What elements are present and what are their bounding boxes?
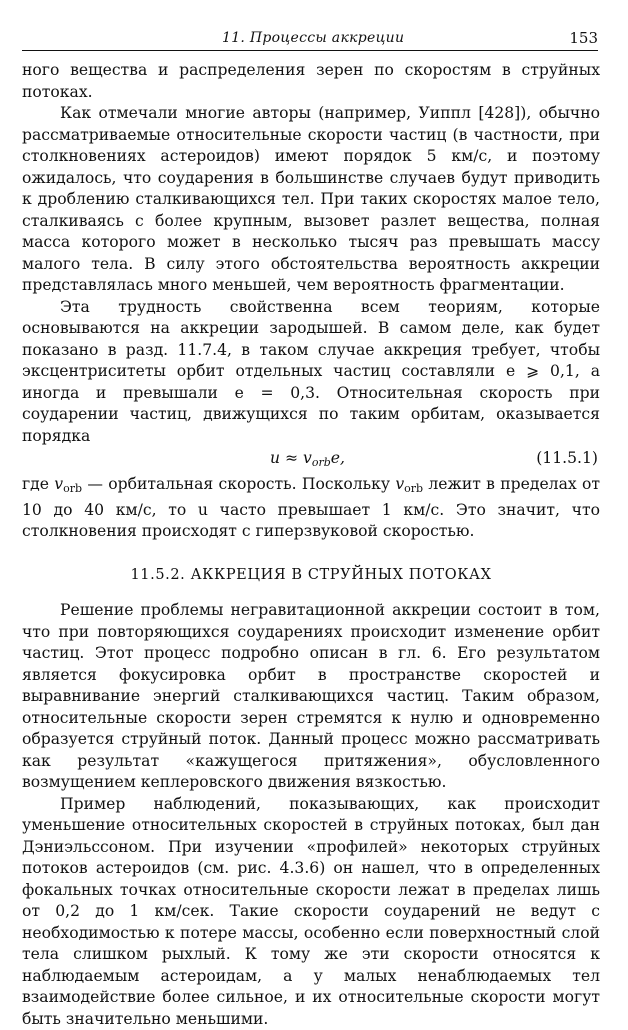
page-body — [22, 60, 600, 1030]
running-header — [22, 28, 598, 51]
paragraph-difficulty: Эта трудность свойственна всем теориям, которые основываются на аккреции зародышей. В самом деле, как будет показано в разд. 11.7.4, в таком случае аккреция требует, чтобы эксцентриситеты орбит отдельных частиц составляли e ⩾ 0,1, а иногда и превышали e = 0,3. Относительная скорость при соударении частиц, движущихся по таким орбитам, оказывается порядка — [22, 297, 600, 448]
equation-subscript: orb — [312, 456, 331, 469]
paragraph-example: Пример наблюдений, показывающих, как происходит уменьшение относительных скоростей в струйных потоках, был дан Дэниэльссоном. При изучении «профилей» некоторых струйных потоков астероидов (см. рис. 4.3.6) он нашел, что в определенных фокальных точках относительные скорости лежат в пределах лишь от 0,2 до 1 км/сек. Такие скорости соударений не ведут с необходимостью к потере массы, особенно если поверхностный слой тела слишком рыхлый. К тому же эти скорости относятся к наблюдаемым астероидам, а у малых ненаблюдаемых тел взаимодействие более сильное, и их относительные скорости могут быть значительно меньшими. — [22, 794, 600, 1030]
text-fragment: — орбитальная скорость. Поскольку — [82, 475, 395, 493]
symbol-orb-subscript: orb — [404, 482, 423, 495]
equation-tail: e, — [331, 449, 345, 467]
text-fragment: лежит в пределах от 10 до 40 км/с, то u часто превышает 1 км/с. Это значит, что столкновения происходят с гиперзвуковой скоростью. — [22, 475, 600, 540]
equation-expression — [270, 448, 345, 474]
page-number: 153 — [569, 29, 598, 47]
symbol-orb-subscript: orb — [63, 482, 82, 495]
paragraph-whipple: Как отмечали многие авторы (например, Уиппл [428]), обычно рассматриваемые относительные скорости частиц (в частности, при столкновениях астероидов) имеют порядок 5 км/с, и поэтому ожидалось, что соударения в большинстве случаев будут приводить к дроблению сталкивающихся тел. При таких скоростях малое тело, сталкиваясь с более крупным, вызовет разлет вещества, полная масса которого может в несколько тысяч раз превышать массу малого тела. В силу этого обстоятельства вероятность аккреции представлялась много меньшей, чем вероятность фрагментации. — [22, 103, 600, 297]
paragraph-solution: Решение проблемы негравитационной аккреции состоит в том, что при повторяющихся соударениях происходит изменение орбит частиц. Этот процесс подробно описан в гл. 6. Его результатом является фокусировка орбит в пространстве скоростей и выравнивание энергий сталкивающихся частиц. Таким образом, относительные скорости зерен стремятся к нулю и одновременно образуется струйный поток. Данный процесс можно рассматривать как результат «кажущегося притяжения», обусловленного возмущением кеплеровского движения вязкостью. — [22, 600, 600, 794]
text-fragment: где — [22, 475, 54, 493]
paragraph-orbital-speed — [22, 474, 600, 543]
symbol-v: v — [395, 475, 404, 493]
equation-lhs: u ≈ v — [270, 449, 312, 467]
equation-number: (11.5.1) — [536, 448, 598, 470]
running-title: 11. Процессы аккреции — [222, 30, 404, 46]
equation-11-5-1 — [22, 448, 600, 472]
symbol-v: v — [54, 475, 63, 493]
paragraph-continued: ного вещества и распределения зерен по скоростям в струйных потоках. — [22, 60, 600, 103]
section-heading: 11.5.2. АККРЕЦИЯ В СТРУЙНЫХ ПОТОКАХ — [22, 565, 600, 587]
